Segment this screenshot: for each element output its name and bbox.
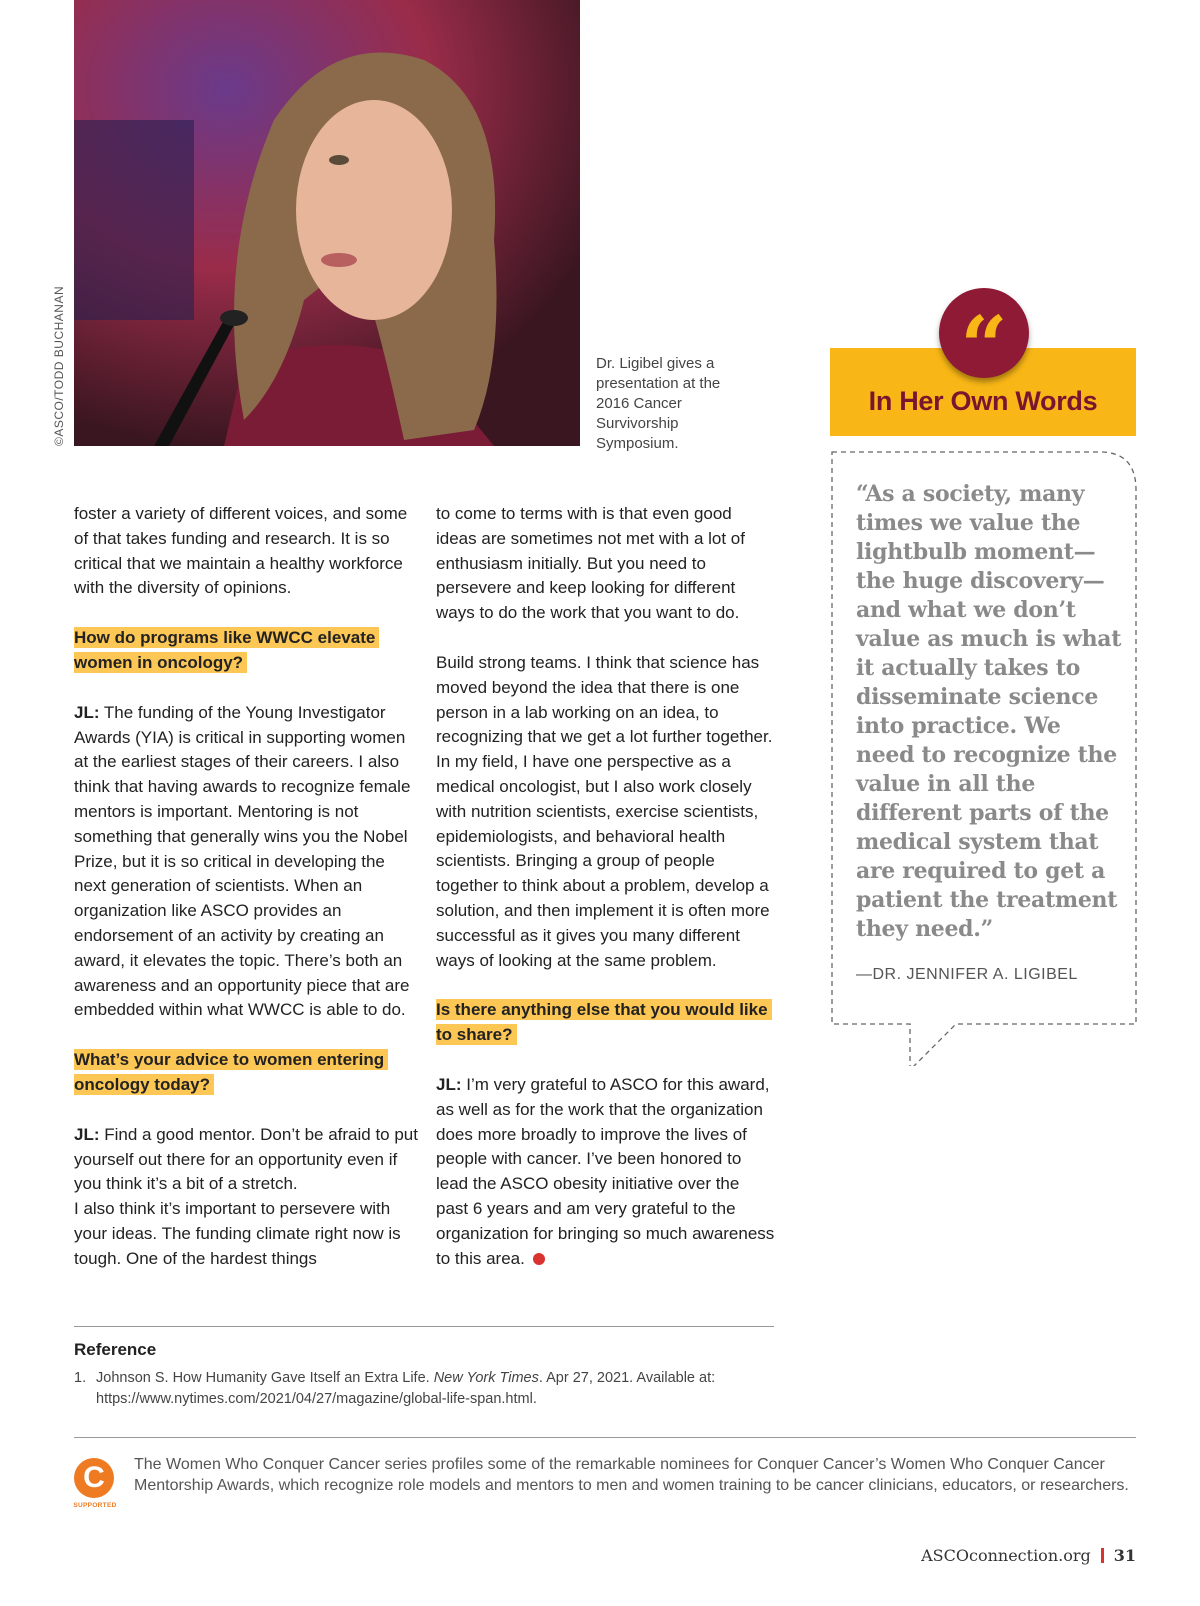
logo-label: SUPPORTED: [73, 1502, 117, 1509]
answer-text: The funding of the Young Investigator Awards (YIA) is critical in supporting women at the earliest stages of their careers. I also think that having awards to recognize female mentors is important. Mentoring is not something that generally wins you the Nobel Prize, but it is so critical in developing the next generation of scientists. When an organization like ASCO provides an endorsement of an activity by creating an award, it elevates the topic. There’s both an awareness and an opportunity piece that are embedded within what WWCC is able to do.: [74, 702, 411, 1020]
answer-text: Find a good mentor. Don’t be afraid to put yourself out there for an opportunity even if you think it’s a bit of a stretch.: [74, 1124, 418, 1194]
divider: [74, 1326, 774, 1327]
pull-quote: “As a society, many times we value the lightbulb moment—the huge discovery—and what we don’t value as much is what it actually takes to disseminate science into practice. We need to recognize the value in all the different parts of the medical system that are required to get a patient the treatment they need.”: [856, 481, 1122, 942]
question-heading: [436, 998, 776, 1048]
sidebar-title: In Her Own Words: [868, 386, 1098, 416]
speaker-initials: JL:: [436, 1074, 462, 1094]
paragraph: foster a variety of different voices, and some of that takes funding and research. It is so critical that we maintain a healthy workforce with the diversity of opinions.: [74, 504, 408, 598]
reference-number: 1.: [74, 1370, 87, 1386]
reference-journal: New York Times: [433, 1370, 539, 1386]
speaker-photo: [74, 0, 580, 446]
answer-paragraph: [436, 1073, 776, 1271]
quote-mark-icon: [939, 288, 1029, 395]
photo-credit: ©ASCO/TODD BUCHANAN: [52, 285, 66, 446]
reference-details: . Apr 27, 2021. Available at: https://www.nytimes.com/2021/04/27/magazine/global-life-span.html.: [96, 1370, 716, 1407]
speaker-initials: JL:: [74, 1124, 100, 1144]
question-highlight: How do programs like WWCC elevate women in oncology?: [74, 627, 379, 673]
reference-heading: Reference: [74, 1340, 157, 1359]
conquer-cancer-logo-icon: [74, 1458, 114, 1498]
logo-letter: C: [83, 1461, 105, 1494]
speaker-photo-illustration: [74, 0, 580, 446]
reference-item: [74, 1368, 774, 1410]
page-footer: [921, 1546, 1136, 1565]
question-heading: [74, 626, 419, 676]
site-url: ASCOconnection.org: [921, 1546, 1091, 1565]
reference-authors-title: Johnson S. How Humanity Gave Itself an Extra Life.: [96, 1370, 434, 1386]
pull-quote-attribution: —DR. JENNIFER A. LIGIBEL: [856, 966, 1078, 983]
paragraph: I also think it’s important to persevere with your ideas. The funding climate right now is tough. One of the hardest things: [74, 1199, 401, 1268]
article-column-1: [74, 502, 419, 1272]
answer-paragraph: [74, 1123, 419, 1197]
page-number: 31: [1113, 1546, 1136, 1565]
speaker-initials: JL:: [74, 702, 100, 722]
reference-text: [96, 1368, 774, 1410]
question-heading: [74, 1048, 419, 1098]
answer-paragraph: [74, 701, 419, 1023]
divider: [74, 1437, 1136, 1438]
question-highlight: Is there anything else that you would like to share?: [436, 999, 772, 1045]
paragraph: Build strong teams. I think that science has moved beyond the idea that there is one person in a lab working on an idea, to recognizing that we get a lot further together. In my field, I have one perspective as a medical oncologist, but I also work closely with nutrition scientists, exercise scientists, epidemiologists, and behavioral health scientists. Bringing a group of people together to think about a problem, develop a solution, and then implement it is often more successful as it gives you many different ways of looking at the same problem.: [436, 652, 773, 970]
question-highlight: What’s your advice to women entering oncology today?: [74, 1049, 388, 1095]
series-note: The Women Who Conquer Cancer series profiles some of the remarkable nominees for Conquer Cancer’s Women Who Conquer Cancer Mentorship Awards, which recognize role models and mentors to men and women training to be cancer clinicians, educators, or researchers.: [134, 1456, 1129, 1494]
footer-divider: [1101, 1548, 1104, 1563]
end-mark-icon: [533, 1253, 545, 1265]
paragraph: to come to terms with is that even good ideas are sometimes not met with a lot of enthusiasm initially. But you need to persevere and keep looking for different ways to do the work that you want to do.: [436, 504, 745, 623]
photo-caption: Dr. Ligibel gives a presentation at the 2016 Cancer Survivorship Symposium.: [596, 355, 721, 452]
article-column-2: [436, 502, 776, 1271]
answer-text: I’m very grateful to ASCO for this award, as well as for the work that the organization does more broadly to improve the lives of people with cancer. I’ve been honored to lead the ASCO obesity initiative over the past 6 years and am very grateful to the organization for bringing so much awareness to this area.: [436, 1074, 775, 1268]
quote-mark-glyph: “: [960, 299, 1008, 395]
